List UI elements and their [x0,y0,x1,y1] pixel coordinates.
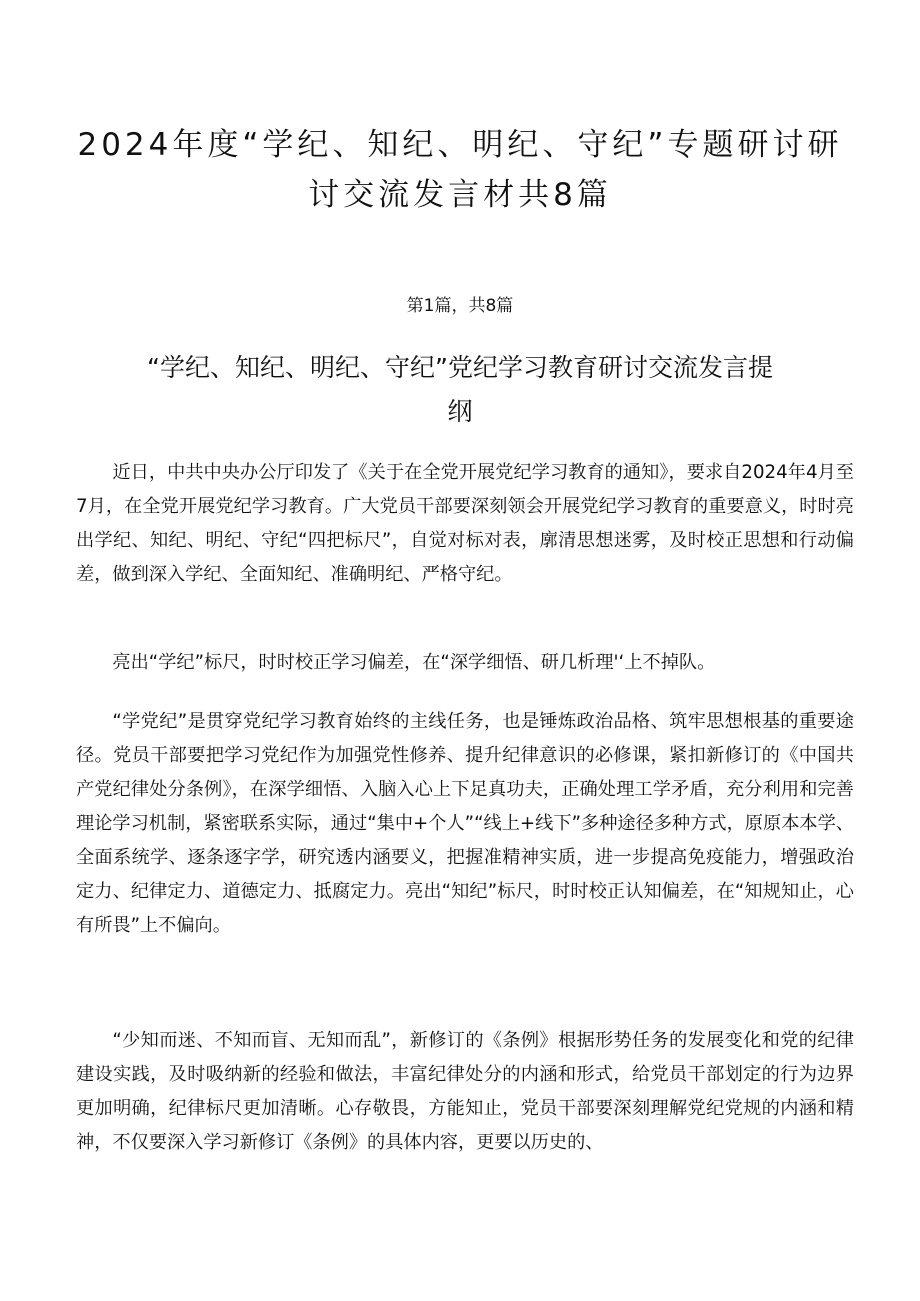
section-title-line-1: “学纪、知纪、明纪、守纪”党纪学习教育研讨交流发言提 [147,353,773,382]
section-title [110,346,810,434]
document-title-line-1: 2024年度“学纪、知纪、明纪、守纪”专题研讨研 [77,127,843,163]
document-title [60,120,860,220]
body-paragraph: 近日，中共中央办公厅印发了《关于在全党开展党纪学习教育的通知》，要求自2024年4月至7月，在全党开展党纪学习教育。广大党员干部要深刻领会开展党纪学习教育的重要意义，时时亮出学纪、知纪、明纪、守纪“四把标尺”，自觉对标对表，廓清思想迷雾，及时校正思想和行动偏差，做到深入学纪、全面知纪、准确明纪、严格守纪。 [76,462,854,585]
section-title-line-2: 纲 [447,397,473,426]
document-title-line-2: 讨交流发言材共8篇 [308,177,612,213]
part-label: 第1篇，共8篇 [406,296,514,316]
body-paragraph: “学党纪”是贯穿党纪学习教育始终的主线任务，也是锤炼政治品格、筑牢思想根基的重要途径。党员干部要把学习党纪作为加强党性修养、提升纪律意识的必修课，紧扣新修订的《中国共产党纪律处分条例》，在深学细悟、入脑入心上下足真功夫，正确处理工学矛盾，充分利用和完善理论学习机制，紧密联系实际，通过“集中+个人”“线上+线下”多种途径多种方式，原原本本学、全面系统学、逐条逐字学，研究透内涵要义，把握准精神实质，进一步提高免疫能力，增强政治定力、纪律定力、道德定力、抵腐定力。亮出“知纪”标尺，时时校正认知偏差，在“知规知止，心有所畏”上不偏向。 [76,711,854,936]
body-paragraph: “少知而迷、不知而盲、无知而乱”，新修订的《条例》根据形势任务的发展变化和党的纪律建设实践，及时吸纳新的经验和做法，丰富纪律处分的内涵和形式，给党员干部划定的行为边界更加明确，纪律标尺更加清晰。心存敬畏，方能知止，党员干部要深刻理解党纪党规的内涵和精神，不仅要深入学习新修订《条例》的具体内容，更要以历史的、 [76,1030,854,1153]
body-paragraph: 亮出“学纪”标尺，时时校正学习偏差，在“深学细悟、研几析理'‘上不掉队。 [112,652,716,673]
